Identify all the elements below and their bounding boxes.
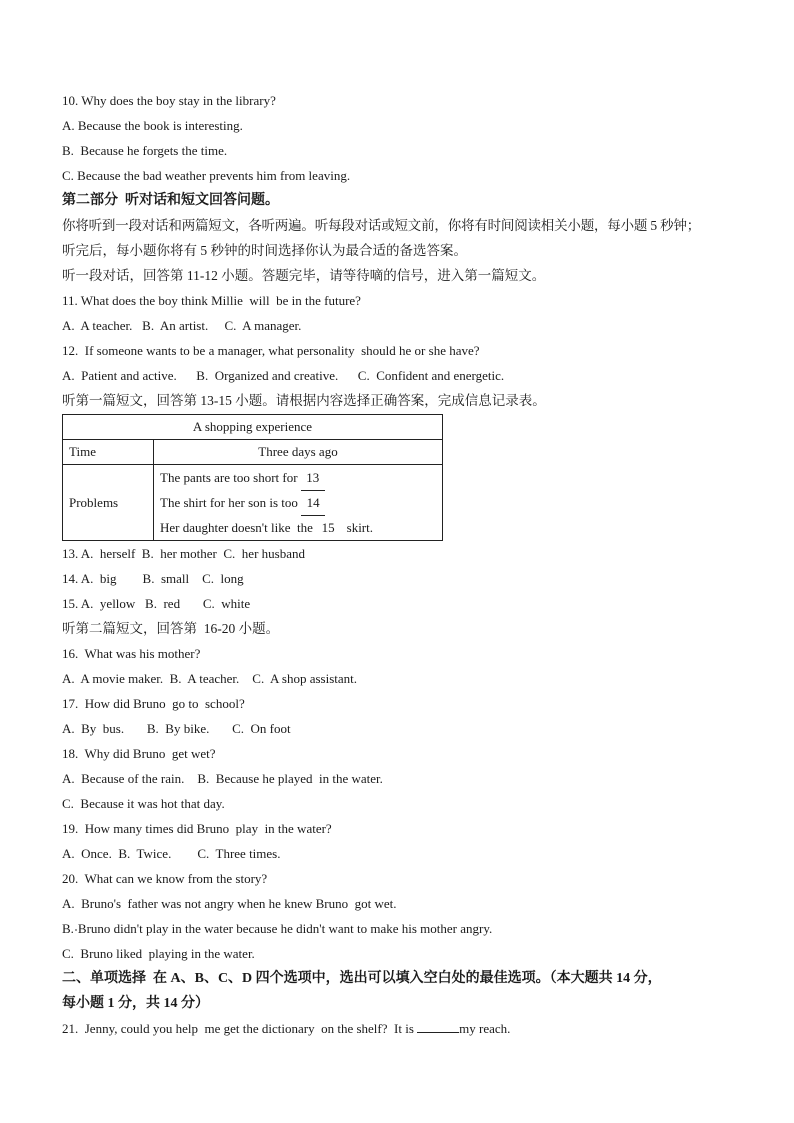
options-13: 13. A. herself B. her mother C. her husband (62, 546, 305, 561)
question-11: 11. What does the boy think Millie will be in the future? (62, 293, 361, 308)
passage1-instruction: 听第一篇短文，回答第 13-15 小题。请根据内容选择正确答案，完成信息记录表。 (62, 393, 546, 408)
question-12: 12. If someone wants to be a manager, what personality should he or she have? (62, 343, 480, 358)
problem-15 (160, 515, 436, 540)
blank-13: 13 (301, 465, 325, 491)
option-10a: A. Because the book is interesting. (62, 118, 243, 133)
question-10: 10. Why does the boy stay in the library? (62, 93, 276, 108)
option-20b-letter: B. (62, 921, 74, 936)
problem-14-text: The shirt for her son is too (160, 495, 302, 510)
option-10b: B. Because he forgets the time. (62, 143, 228, 158)
problem-15-tail: skirt. (340, 520, 374, 535)
options-12: A. Patient and active. B. Organized and creative. C. Confident and energetic. (62, 368, 505, 383)
part2-instruction-1: 你将听到一段对话和两篇短文，各听两遍。听每段对话或短文前，你将有时间阅读相关小题，每小题 5 秒钟； (62, 218, 700, 233)
question-10-block (62, 88, 732, 188)
options-14: 14. A. big B. small C. long (62, 571, 244, 586)
table-title: A shopping experience (63, 415, 443, 440)
options-19: A. Once. B. Twice. C. Three times. (62, 846, 281, 861)
problem-13-text: The pants are too short for (160, 470, 301, 485)
option-20b-text: Bruno didn't play in the water because he didn't want to make his mother angry. (77, 921, 493, 936)
section2-heading-2: 每小题 1 分，共 14 分） (62, 996, 209, 1011)
time-value: Three days ago (154, 440, 443, 465)
problem-13 (160, 465, 436, 490)
blank-21 (417, 1032, 459, 1033)
question-20: 20. What can we know from the story? (62, 871, 268, 886)
blank-15: 15 (316, 515, 340, 541)
time-label: Time (63, 440, 154, 465)
info-record-table (62, 414, 443, 541)
section2-heading-1: 二、单项选择 在 A、B、C、D 四个选项中，选出可以填入空白处的最佳选项。（本大题共 14 分， (62, 971, 662, 986)
part2-instruction-2: 听完后，每小题你将有 5 秒钟的时间选择你认为最合适的备选答案。 (62, 243, 467, 258)
exam-page (62, 88, 732, 1041)
option-20a: A. Bruno's father was not angry when he knew Bruno got wet. (62, 896, 397, 911)
options-18ab: A. Because of the rain. B. Because he played in the water. (62, 771, 383, 786)
question-17: 17. How did Bruno go to school? (62, 696, 245, 711)
option-18c: C. Because it was hot that day. (62, 796, 225, 811)
question-19: 19. How many times did Bruno play in the water? (62, 821, 332, 836)
question-18: 18. Why did Bruno get wet? (62, 746, 216, 761)
option-20b (62, 916, 732, 941)
options-11: A. A teacher. B. An artist. C. A manager. (62, 318, 302, 333)
options-15: 15. A. yellow B. red C. white (62, 596, 251, 611)
options-16: A. A movie maker. B. A teacher. C. A shop assistant. (62, 671, 358, 686)
problems-cell (154, 465, 443, 541)
problems-label: Problems (63, 465, 154, 541)
part2-heading: 第二部分 听对话和短文回答问题。 (62, 193, 279, 208)
passage2-instruction: 听第二篇短文，回答第 16-20 小题。 (62, 621, 280, 636)
dot-mark-icon (75, 929, 77, 931)
question-21-tail: my reach. (459, 1021, 511, 1036)
option-10c: C. Because the bad weather prevents him from leaving. (62, 168, 351, 183)
options-17: A. By bus. B. By bike. C. On foot (62, 721, 291, 736)
problem-15-text: Her daughter doesn't like the (160, 520, 317, 535)
question-21 (62, 1016, 732, 1041)
question-21-text: 21. Jenny, could you help me get the dictionary on the shelf? It is (62, 1021, 418, 1036)
option-20c: C. Bruno liked playing in the water. (62, 946, 255, 961)
part2-instruction-3: 听一段对话，回答第 11-12 小题。答题完毕，请等待嘀的信号，进入第一篇短文。 (62, 268, 546, 283)
question-16: 16. What was his mother? (62, 646, 201, 661)
blank-14: 14 (301, 490, 325, 516)
problem-14 (160, 490, 436, 515)
